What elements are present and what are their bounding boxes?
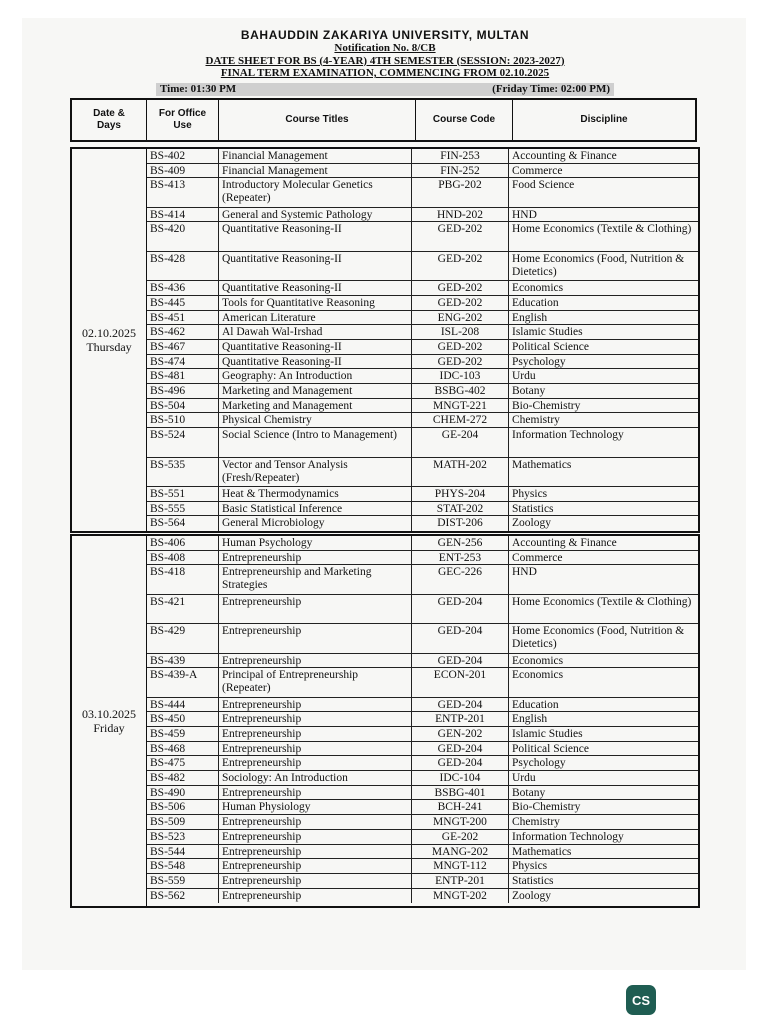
office-code-cell: BS-562 [147,889,219,904]
course-title-cell: Entrepreneurship and Marketing Strategies [219,565,412,593]
table-row [147,551,698,566]
office-code-cell: BS-450 [147,712,219,726]
office-code-cell: BS-481 [147,369,219,383]
course-code-cell: IDC-103 [412,369,509,383]
date-cell [72,536,147,906]
discipline-cell: Mathematics [512,845,572,858]
course-code-cell: ISL-208 [412,325,509,339]
table-row [147,536,698,551]
exam-time-bar [156,83,614,96]
table-row [147,654,698,669]
table-row [147,815,698,830]
office-code-cell: BS-436 [147,281,219,295]
course-code-cell: GED-202 [412,340,509,354]
office-code-cell: BS-459 [147,727,219,741]
office-code-cell: BS-408 [147,551,219,565]
discipline-cell: Education [512,698,559,711]
office-code-cell: BS-510 [147,413,219,427]
date-cell [72,149,147,531]
course-title-cell: Quantitative Reasoning-II [219,355,412,369]
discipline-cell: Statistics [512,874,554,887]
course-code-cell: MANG-202 [412,845,509,859]
document-header [70,28,700,80]
discipline-cell: Physics [512,860,548,873]
column-header-code: Course Code [416,100,513,140]
office-code-cell: BS-474 [147,355,219,369]
office-code-cell: BS-414 [147,208,219,222]
discipline-cell: Mathematics [512,458,572,471]
course-code-cell: GEN-202 [412,727,509,741]
office-code-cell: BS-482 [147,771,219,785]
discipline-cell: Botany [512,385,546,398]
table-row [147,149,698,164]
course-code-cell: GED-204 [412,756,509,770]
course-code-cell: GED-202 [412,222,509,250]
course-title-cell: Entrepreneurship [219,815,412,829]
table-row [147,595,698,624]
column-header-discipline: Discipline [580,114,628,125]
date-block-thursday [70,147,700,533]
course-code-cell: BSBG-401 [412,786,509,800]
course-title-cell: Financial Management [219,164,412,178]
friday-exam-time: (Friday Time: 02:00 PM) [492,83,610,95]
discipline-cell: Food Science [512,179,575,192]
course-title-cell: Entrepreneurship [219,698,412,712]
discipline-cell: Zoology [512,889,551,902]
exam-title: FINAL TERM EXAMINATION, COMMENCING FROM 02.10.2025 [220,67,550,79]
course-code-cell: GED-202 [412,252,509,280]
course-code-cell: GED-202 [412,296,509,310]
table-row [147,889,698,904]
table-row [147,178,698,207]
course-code-cell: FIN-253 [412,149,509,163]
course-title-cell: Tools for Quantitative Reasoning [219,296,412,310]
table-header [70,98,697,142]
table-row [147,742,698,757]
course-code-cell: MNGT-221 [412,399,509,413]
exam-time: Time: 01:30 PM [160,83,237,95]
office-code-cell: BS-564 [147,516,219,531]
table-row [147,311,698,326]
discipline-cell: Information Technology [512,830,624,843]
course-code-cell: PBG-202 [412,178,509,206]
discipline-cell: Physics [512,487,548,500]
discipline-cell: Islamic Studies [512,728,583,740]
discipline-cell: Zoology [512,517,551,530]
course-title-cell: Entrepreneurship [219,830,412,844]
course-title-cell: Heat & Thermodynamics [219,487,412,501]
course-title-cell: Introductory Molecular Genetics (Repeater) [219,178,412,206]
table-row [147,771,698,786]
office-code-cell: BS-420 [147,222,219,250]
discipline-cell: Home Economics (Food, Nutrition & Dietetics) [512,252,685,278]
course-code-cell: ENTP-201 [412,874,509,888]
course-title-cell: General and Systemic Pathology [219,208,412,222]
exam-date: 03.10.2025 [82,707,136,721]
column-header-office: For Office Use [147,100,219,140]
discipline-cell: Psychology [512,757,566,770]
course-title-cell: Al Dawah Wal-Irshad [219,325,412,339]
column-header-title: Course Titles [219,100,416,140]
office-code-cell: BS-467 [147,340,219,354]
table-row [147,756,698,771]
office-code-cell: BS-509 [147,815,219,829]
course-title-cell: Quantitative Reasoning-II [219,252,412,280]
course-title-cell: Financial Management [219,149,412,163]
course-code-cell: GE-202 [412,830,509,844]
discipline-cell: English [512,311,548,324]
discipline-cell: Commerce [512,551,563,564]
discipline-cell: Information Technology [512,429,624,442]
table-row [147,668,698,697]
table-row [147,874,698,889]
table-row [147,516,698,531]
office-code-cell: BS-445 [147,296,219,310]
course-code-cell: HND-202 [412,208,509,222]
table-row [147,325,698,340]
course-code-cell: GED-204 [412,624,509,652]
table-row [147,413,698,428]
table-row [147,399,698,414]
course-title-cell: Human Physiology [219,800,412,814]
datesheet-title: DATE SHEET FOR BS (4-YEAR) 4TH SEMESTER (SESSION: 2023-2027) [205,54,565,67]
course-title-cell: Marketing and Management [219,399,412,413]
table-row [147,727,698,742]
course-code-cell: MNGT-200 [412,815,509,829]
discipline-cell: Statistics [512,502,554,515]
course-title-cell: Entrepreneurship [219,845,412,859]
discipline-cell: Bio-Chemistry [512,801,581,814]
office-code-cell: BS-451 [147,311,219,325]
discipline-cell: Chemistry [512,414,560,427]
course-title-cell: Entrepreneurship [219,742,412,756]
discipline-cell: Chemistry [512,816,560,829]
course-code-cell: MNGT-202 [412,889,509,904]
office-code-cell: BS-429 [147,624,219,652]
office-code-cell: BS-535 [147,458,219,486]
course-code-cell: PHYS-204 [412,487,509,501]
office-code-cell: BS-444 [147,698,219,712]
discipline-cell: Islamic Studies [512,326,583,339]
course-code-cell: CHEM-272 [412,413,509,427]
university-name: BAHAUDDIN ZAKARIYA UNIVERSITY, MULTAN [240,28,530,42]
notification-number: Notification No. 8/CB [334,42,436,54]
table-row [147,281,698,296]
course-title-cell: Entrepreneurship [219,624,412,652]
course-code-cell: DIST-206 [412,516,509,531]
table-row [147,208,698,223]
discipline-cell: Education [512,296,559,309]
course-title-cell: Entrepreneurship [219,595,412,623]
course-code-cell: FIN-252 [412,164,509,178]
table-row [147,624,698,653]
exam-date: 02.10.2025 [82,326,136,340]
office-code-cell: BS-506 [147,800,219,814]
discipline-cell: Accounting & Finance [512,537,617,549]
discipline-cell: HND [512,208,537,221]
course-title-cell: Physical Chemistry [219,413,412,427]
office-code-cell: BS-504 [147,399,219,413]
course-code-cell: GED-204 [412,698,509,712]
course-title-cell: Human Psychology [219,536,412,550]
course-title-cell: Entrepreneurship [219,786,412,800]
discipline-cell: Botany [512,786,546,799]
discipline-cell: HND [512,566,537,579]
table-row [147,698,698,713]
course-title-cell: American Literature [219,311,412,325]
course-code-cell: ECON-201 [412,668,509,696]
course-code-cell: MNGT-112 [412,859,509,873]
discipline-cell: Economics [512,654,564,667]
course-title-cell: Sociology: An Introduction [219,771,412,785]
table-row [147,222,698,251]
office-code-cell: BS-468 [147,742,219,756]
course-code-cell: STAT-202 [412,502,509,516]
course-code-cell: GED-204 [412,595,509,623]
office-code-cell: BS-524 [147,428,219,456]
table-row [147,428,698,457]
table-row [147,712,698,727]
office-code-cell: BS-409 [147,164,219,178]
discipline-cell: Home Economics (Food, Nutrition & Dietetics) [512,625,685,651]
course-code-cell: GED-204 [412,742,509,756]
table-row [147,830,698,845]
office-code-cell: BS-421 [147,595,219,623]
course-code-cell: ENG-202 [412,311,509,325]
table-row [147,296,698,311]
table-row [147,565,698,594]
discipline-cell: Economics [512,282,564,295]
course-title-cell: Entrepreneurship [219,889,412,904]
discipline-cell: Economics [512,669,564,682]
office-code-cell: BS-406 [147,536,219,550]
table-row [147,384,698,399]
discipline-cell: Political Science [512,742,589,755]
table-row [147,859,698,874]
office-code-cell: BS-475 [147,756,219,770]
office-code-cell: BS-439-A [147,668,219,696]
discipline-cell: Accounting & Finance [512,150,617,162]
office-code-cell: BS-559 [147,874,219,888]
table-row [147,458,698,487]
course-code-cell: GEC-226 [412,565,509,593]
course-code-cell: GED-202 [412,355,509,369]
table-row [147,502,698,517]
discipline-cell: Urdu [512,370,536,383]
course-code-cell: GE-204 [412,428,509,456]
discipline-cell: Home Economics (Textile & Clothing) [512,595,692,608]
course-code-cell: BCH-241 [412,800,509,814]
course-title-cell: Social Science (Intro to Management) [219,428,412,456]
office-code-cell: BS-439 [147,654,219,668]
course-title-cell: Entrepreneurship [219,712,412,726]
table-row [147,164,698,179]
office-code-cell: BS-490 [147,786,219,800]
course-title-cell: Entrepreneurship [219,727,412,741]
exam-day: Friday [93,721,125,735]
course-title-cell: Marketing and Management [219,384,412,398]
course-title-cell: Quantitative Reasoning-II [219,222,412,250]
table-row [147,845,698,860]
course-title-cell: Basic Statistical Inference [219,502,412,516]
office-code-cell: BS-551 [147,487,219,501]
discipline-cell: Bio-Chemistry [512,399,581,412]
office-code-cell: BS-418 [147,565,219,593]
office-code-cell: BS-548 [147,859,219,873]
table-row [147,800,698,815]
course-title-cell: Quantitative Reasoning-II [219,281,412,295]
discipline-cell: Political Science [512,340,589,353]
course-title-cell: Entrepreneurship [219,859,412,873]
course-code-cell: MATH-202 [412,458,509,486]
course-code-cell: IDC-104 [412,771,509,785]
course-title-cell: Entrepreneurship [219,756,412,770]
office-code-cell: BS-544 [147,845,219,859]
table-row [147,369,698,384]
table-row [147,786,698,801]
table-row [147,355,698,370]
course-code-cell: BSBG-402 [412,384,509,398]
office-code-cell: BS-402 [147,149,219,163]
course-title-cell: Entrepreneurship [219,874,412,888]
course-title-cell: Quantitative Reasoning-II [219,340,412,354]
date-block-friday [70,534,700,908]
column-header-date: Date & Days [72,100,147,140]
office-code-cell: BS-496 [147,384,219,398]
camscanner-logo: CS [626,985,656,1015]
exam-day: Thursday [86,340,132,354]
course-code-cell: GEN-256 [412,536,509,550]
discipline-cell: English [512,713,548,726]
course-title-cell: Entrepreneurship [219,551,412,565]
course-title-cell: General Microbiology [219,516,412,531]
course-code-cell: ENT-253 [412,551,509,565]
course-code-cell: ENTP-201 [412,712,509,726]
office-code-cell: BS-555 [147,502,219,516]
course-code-cell: GED-202 [412,281,509,295]
course-rows [147,536,698,903]
course-title-cell: Principal of Entrepreneurship (Repeater) [219,668,412,696]
office-code-cell: BS-413 [147,178,219,206]
office-code-cell: BS-428 [147,252,219,280]
table-row [147,340,698,355]
course-title-cell: Vector and Tensor Analysis (Fresh/Repeater) [219,458,412,486]
course-title-cell: Geography: An Introduction [219,369,412,383]
office-code-cell: BS-462 [147,325,219,339]
course-rows [147,149,698,531]
course-title-cell: Entrepreneurship [219,654,412,668]
discipline-cell: Home Economics (Textile & Clothing) [512,223,692,236]
discipline-cell: Urdu [512,772,536,785]
discipline-cell: Commerce [512,164,563,177]
office-code-cell: BS-523 [147,830,219,844]
discipline-cell: Psychology [512,355,566,368]
table-row [147,487,698,502]
table-row [147,252,698,281]
course-code-cell: GED-204 [412,654,509,668]
